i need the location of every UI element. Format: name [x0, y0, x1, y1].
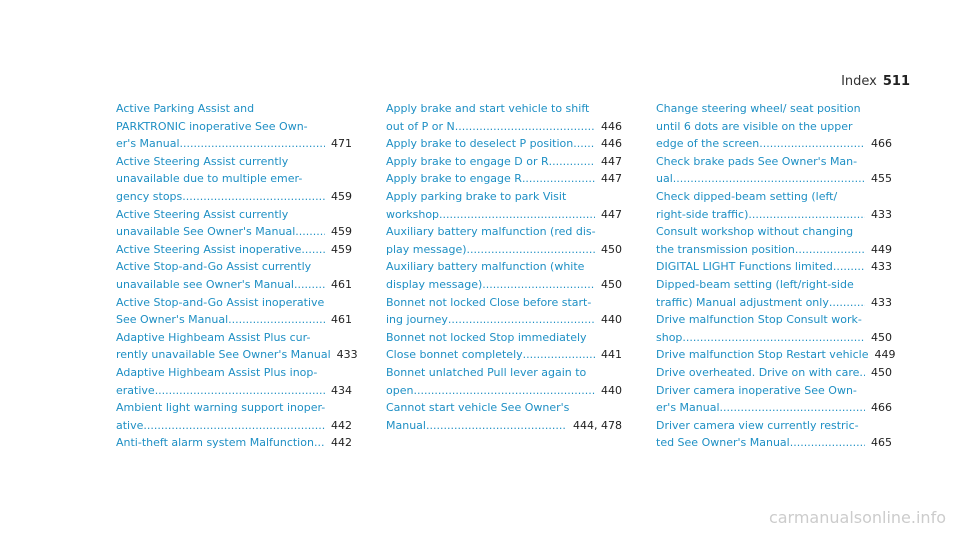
index-entry[interactable] — [116, 100, 352, 153]
index-entry-text: Close bonnet completely — [386, 348, 523, 362]
index-entry-page[interactable]: 433 — [871, 207, 892, 221]
index-entry-last-line — [656, 434, 892, 452]
index-entry-text: Manual — [386, 418, 426, 432]
index-column-2 — [386, 100, 622, 434]
index-entry-last-line — [386, 206, 622, 224]
page-header — [841, 74, 910, 89]
index-entry-last-line — [116, 382, 352, 400]
index-entry[interactable] — [386, 399, 622, 434]
index-entry-text: gency stops — [116, 189, 183, 203]
index-entry-text: Active Steering Assist currently — [116, 154, 289, 168]
dot-leader — [720, 399, 865, 417]
index-entry[interactable] — [656, 100, 892, 153]
index-entry-page[interactable]: 450 — [601, 277, 622, 291]
index-entry-page[interactable]: 450 — [601, 242, 622, 256]
index-entry-last-line — [116, 276, 352, 294]
index-entry-text: PARKTRONIC inoperative See Own- — [116, 119, 308, 133]
index-entry-last-line — [386, 118, 622, 136]
dot-leader — [748, 206, 865, 224]
index-entry-page[interactable]: 433 — [336, 348, 358, 362]
index-entry-page[interactable]: 461 — [331, 313, 352, 327]
index-entry[interactable] — [656, 364, 892, 382]
index-entry[interactable] — [656, 258, 892, 276]
index-entry[interactable] — [656, 346, 896, 364]
index-entry-page[interactable]: 434 — [331, 383, 352, 397]
index-entry-text: open — [386, 383, 414, 397]
index-entry-text: display message) — [386, 277, 483, 291]
index-entry[interactable] — [116, 294, 352, 329]
index-entry-last-line — [656, 135, 892, 153]
index-entry-text: Drive overheated. Drive on with care — [656, 365, 860, 379]
index-entry[interactable] — [386, 294, 622, 329]
index-entry-page[interactable]: 442 — [331, 436, 352, 450]
index-entry-text: Apply brake to engage R — [386, 172, 522, 186]
watermark: carmanualsonline.info — [768, 508, 946, 527]
index-entry[interactable] — [116, 434, 352, 452]
index-entry-text: workshop — [386, 207, 440, 221]
index-entry-page[interactable]: 449 — [871, 242, 892, 256]
dot-leader — [682, 329, 865, 347]
index-entry-text: Active Stop-and-Go Assist currently — [116, 260, 312, 274]
index-entry-last-line — [386, 135, 622, 153]
index-entry[interactable] — [386, 364, 622, 399]
index-column-1 — [116, 100, 358, 452]
index-column-3 — [656, 100, 896, 452]
index-entry-page[interactable]: 459 — [331, 225, 352, 239]
index-entry-page[interactable]: 440 — [601, 383, 622, 397]
index-entry-last-line — [116, 188, 352, 206]
index-entry-text: Apply brake and start vehicle to shift — [386, 102, 590, 115]
dot-leader — [549, 153, 595, 171]
index-entry-page[interactable]: 433 — [871, 260, 892, 274]
page-number: 511 — [882, 74, 910, 89]
index-entry-last-line — [656, 206, 892, 224]
index-entry[interactable] — [386, 223, 622, 258]
index-entry-text: right-side traffic) — [656, 207, 749, 221]
index-entry-last-line — [116, 346, 358, 364]
index-entry-last-line — [116, 311, 352, 329]
dot-leader — [795, 241, 865, 259]
index-entry-last-line — [656, 170, 892, 188]
index-entry-page[interactable]: 450 — [871, 365, 892, 379]
index-entry-text: Driver camera inoperative See Own- — [656, 383, 857, 397]
index-entry-text: Check dipped-beam setting (left/ — [656, 189, 838, 203]
index-entry-text: Auxiliary battery malfunction (white — [386, 260, 585, 274]
dot-leader — [455, 118, 595, 136]
index-entry-text: the transmission position — [656, 242, 795, 256]
dot-leader — [295, 223, 325, 241]
index-entry-last-line — [116, 434, 352, 452]
index-entry-text: ing journey — [386, 313, 448, 327]
index-entry-last-line — [116, 241, 352, 259]
index-entry-page[interactable]: 433 — [871, 295, 892, 309]
index-entry-text: Anti-theft alarm system Malfunction — [116, 436, 314, 450]
index-entry-text: ative — [116, 418, 144, 432]
index-entry-last-line — [656, 399, 892, 417]
index-entry-page[interactable]: 444, 478 — [573, 418, 622, 432]
index-entry[interactable] — [656, 311, 892, 346]
index-entry-page[interactable]: 449 — [874, 348, 896, 362]
index-entry-text: Active Steering Assist inoperative — [116, 242, 302, 256]
index-entry-last-line — [656, 241, 892, 259]
dot-leader — [467, 241, 595, 259]
index-entry-text: Active Steering Assist currently — [116, 207, 289, 221]
index-entry-page[interactable]: 459 — [331, 189, 352, 203]
index-entry[interactable] — [386, 329, 622, 364]
index-entry-page[interactable]: 447 — [601, 207, 622, 221]
index-entry-last-line — [656, 258, 892, 276]
index-entry-last-line — [386, 170, 622, 188]
index-entry[interactable] — [116, 399, 352, 434]
index-entry-text: Adaptive Highbeam Assist Plus cur- — [116, 330, 311, 344]
dot-leader — [228, 311, 325, 329]
index-entry-text: unavailable See Owner's Manual — [116, 225, 296, 239]
index-entry-text: Driver camera view currently restric- — [656, 418, 859, 432]
index-entry-text: unavailable see Owner's Manual — [116, 277, 294, 291]
dot-leader — [859, 364, 865, 382]
index-entry-page[interactable]: 459 — [331, 242, 352, 256]
dot-leader — [294, 276, 325, 294]
index-entry-text: Cannot start vehicle See Owner's — [386, 401, 570, 415]
index-entry-text: until 6 dots are visible on the upper — [656, 119, 853, 133]
index-entry[interactable] — [386, 170, 622, 188]
dot-leader — [448, 311, 595, 329]
dot-leader — [180, 135, 325, 153]
dot-leader — [155, 382, 325, 400]
index-entry[interactable] — [386, 258, 622, 293]
index-entry-page[interactable]: 465 — [871, 436, 892, 450]
dot-leader — [523, 346, 595, 364]
index-entry-last-line — [116, 417, 352, 435]
index-entry-text: Consult workshop without changing — [656, 225, 854, 239]
index-entry-text: Change steering wheel/ seat position — [656, 102, 861, 115]
index-entry-last-line — [386, 417, 622, 435]
index-entry-page[interactable]: 455 — [871, 172, 892, 186]
dot-leader — [482, 276, 595, 294]
dot-leader — [301, 241, 325, 259]
dot-leader — [182, 188, 325, 206]
index-entry[interactable] — [116, 241, 352, 259]
index-entry-text: Bonnet not locked Stop immediately — [386, 330, 587, 344]
dot-leader — [413, 382, 595, 400]
index-entry-text: DIGITAL LIGHT Functions limited — [656, 260, 833, 274]
index-entry[interactable] — [116, 153, 352, 206]
index-entry-text: shop — [656, 330, 683, 344]
index-entry[interactable] — [116, 258, 352, 293]
index-entry-last-line — [386, 276, 622, 294]
index-entry-page[interactable]: 447 — [601, 172, 622, 186]
index-entry[interactable] — [386, 100, 622, 135]
index-entry[interactable] — [386, 135, 622, 153]
index-entry-text: Bonnet unlatched Pull lever again to — [386, 365, 587, 379]
index-entry-page[interactable]: 450 — [871, 330, 892, 344]
index-entry-text: Adaptive Highbeam Assist Plus inop- — [116, 365, 318, 379]
index-entry[interactable] — [656, 188, 892, 223]
dot-leader — [426, 417, 567, 435]
index-entry-page[interactable]: 441 — [601, 348, 622, 362]
index-entry-text: play message) — [386, 242, 467, 256]
index-entry-text: ual — [656, 172, 673, 186]
index-entry-text: traffic) Manual adjustment only — [656, 295, 829, 309]
index-entry-page[interactable]: 466 — [871, 401, 892, 415]
dot-leader — [573, 135, 595, 153]
index-entry[interactable] — [116, 364, 352, 399]
index-entry[interactable] — [386, 153, 622, 171]
index-entry-last-line — [386, 311, 622, 329]
index-entry-last-line — [656, 346, 896, 364]
index-entry-text: ted See Owner's Manual — [656, 436, 790, 450]
index-entry-last-line — [386, 346, 622, 364]
index-entry-last-line — [116, 135, 352, 153]
index-entry-last-line — [656, 364, 892, 382]
dot-leader — [759, 135, 865, 153]
index-entry-page[interactable]: 446 — [601, 119, 622, 133]
index-entry-text: Check brake pads See Owner's Man- — [656, 154, 858, 168]
index-entry[interactable] — [116, 329, 358, 364]
dot-leader — [143, 417, 325, 435]
index-entry[interactable] — [656, 153, 892, 188]
index-entry-text: Active Stop-and-Go Assist inoperative — [116, 295, 325, 309]
index-entry-page[interactable]: 447 — [601, 154, 622, 168]
index-entry-text: er's Manual — [116, 137, 180, 151]
index-entry-text: Dipped-beam setting (left/right-side — [656, 277, 854, 291]
index-entry-last-line — [656, 294, 892, 312]
index-entry-text: edge of the screen — [656, 137, 760, 151]
dot-leader — [314, 434, 325, 452]
index-entry[interactable] — [386, 188, 622, 223]
index-entry-last-line — [386, 382, 622, 400]
index-entry-text: Drive malfunction Stop Consult work- — [656, 313, 862, 327]
index-entry-page[interactable]: 461 — [331, 277, 352, 291]
index-entry-text: See Owner's Manual — [116, 313, 229, 327]
index-entry[interactable] — [656, 276, 892, 311]
index-entry-text: Apply parking brake to park Visit — [386, 189, 567, 203]
index-entry-text: Apply brake to engage D or R — [386, 154, 549, 168]
index-entry-last-line — [116, 223, 352, 241]
index-entry-page[interactable]: 471 — [331, 137, 352, 151]
index-entry-text: Auxiliary battery malfunction (red dis- — [386, 225, 596, 239]
dot-leader — [522, 170, 595, 188]
index-entry-text: out of P or N — [386, 119, 455, 133]
index-entry-last-line — [656, 329, 892, 347]
index-entry-page[interactable]: 466 — [871, 137, 892, 151]
dot-leader — [790, 434, 865, 452]
index-entry[interactable] — [116, 206, 352, 241]
index-entry-text: Bonnet not locked Close before start- — [386, 295, 592, 309]
index-entry-text: Drive malfunction Stop Restart vehicle — [656, 348, 869, 362]
index-entry-last-line — [386, 153, 622, 171]
index-entry-text: er's Manual — [656, 401, 720, 415]
dot-leader — [829, 294, 865, 312]
index-entry-text: Active Parking Assist and — [116, 102, 255, 115]
section-title: Index — [841, 74, 877, 89]
index-entry[interactable] — [656, 223, 892, 258]
index-entry-last-line — [386, 241, 622, 259]
index-entry-text: Ambient light warning support inoper- — [116, 401, 326, 415]
index-entry-page[interactable]: 440 — [601, 313, 622, 327]
dot-leader — [833, 258, 865, 276]
index-entry[interactable] — [656, 382, 892, 417]
index-entry-text: rently unavailable See Owner's Manual — [116, 348, 331, 362]
index-entry[interactable] — [656, 417, 892, 452]
index-entry-page[interactable]: 442 — [331, 418, 352, 432]
index-entry-text: unavailable due to multiple emer- — [116, 172, 303, 186]
index-entry-page[interactable]: 446 — [601, 137, 622, 151]
dot-leader — [673, 170, 865, 188]
index-entry-text: erative — [116, 383, 155, 397]
index-entry-text: Apply brake to deselect P position — [386, 137, 574, 151]
dot-leader — [439, 206, 595, 224]
